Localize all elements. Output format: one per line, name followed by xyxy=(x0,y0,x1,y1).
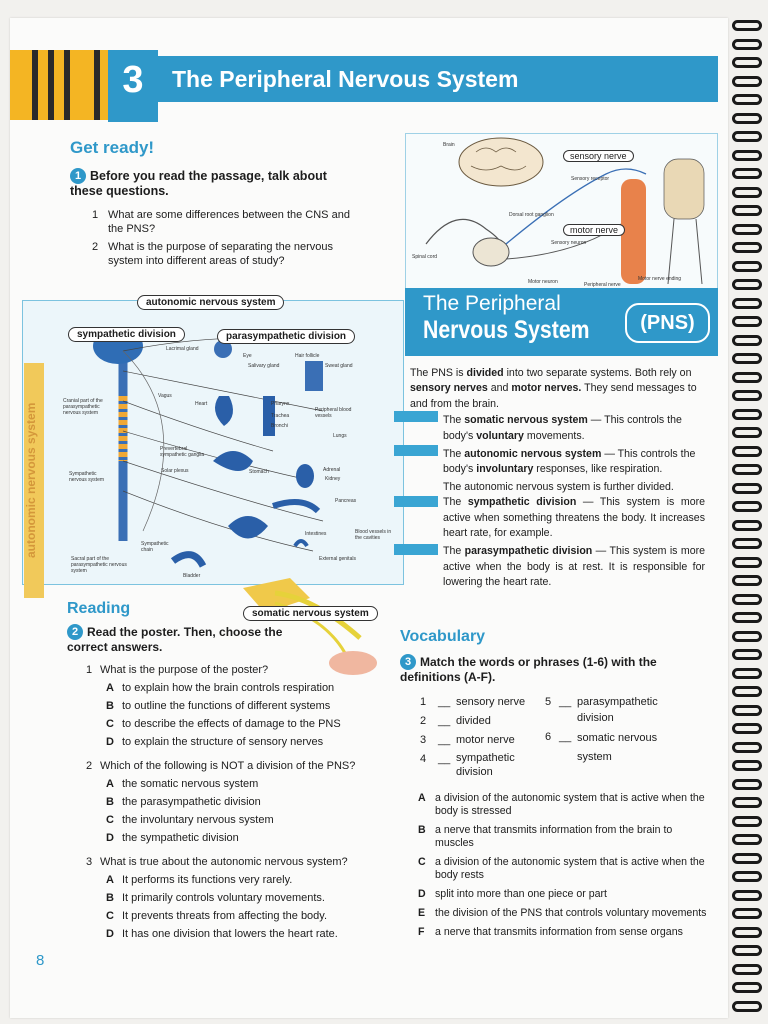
answer-option[interactable]: A It performs its functions very rarely. xyxy=(106,874,293,886)
spiral-coil xyxy=(732,242,762,253)
spiral-coil xyxy=(732,723,762,734)
spiral-coil xyxy=(732,372,762,383)
passage-paragraph: The autonomic nervous system — This controls the body's involuntary responses, like respiration. xyxy=(443,448,696,476)
question: 3 What is true about the autonomic nervous system? xyxy=(86,856,348,868)
vocab-item[interactable]: 1 __ sensory nerve xyxy=(420,696,526,708)
spiral-coil xyxy=(732,205,762,216)
spiral-coil xyxy=(732,668,762,679)
definition-item: D split into more than one piece or part xyxy=(418,888,607,900)
answer-option[interactable]: D to explain the structure of sensory nerves xyxy=(106,736,324,748)
passage-paragraph: The PNS is divided into two separate systems. Both rely on sensory nerves and motor nerves. They send messages to and from the brain. xyxy=(410,367,697,410)
spiral-coil xyxy=(732,446,762,457)
header-stripe xyxy=(94,50,100,120)
vocab-item[interactable]: 4 __ sympathetic division xyxy=(420,752,515,778)
spiral-coil xyxy=(732,1001,762,1012)
get-ready-instruction: 1 Before you read the passage, talk about these questions. xyxy=(70,169,327,198)
vocabulary-words xyxy=(420,694,710,779)
chapter-number: 3 xyxy=(108,50,158,122)
answer-option[interactable]: A the somatic nervous system xyxy=(106,778,259,790)
get-ready-heading: Get ready! xyxy=(70,138,155,157)
motor-nerve-label: motor nerve xyxy=(563,224,625,236)
spiral-coil xyxy=(732,797,762,808)
options xyxy=(86,871,386,943)
spiral-coil xyxy=(732,57,762,68)
step-badge: 2 xyxy=(67,624,83,640)
spiral-coil xyxy=(732,113,762,124)
header-stripe xyxy=(64,50,70,120)
answer-option[interactable]: D the sympathetic division xyxy=(106,832,239,844)
options xyxy=(86,775,386,847)
answer-option[interactable]: A to explain how the brain controls respiration xyxy=(106,682,335,694)
spiral-coil xyxy=(732,298,762,309)
spiral-coil xyxy=(732,631,762,642)
spiral-coil xyxy=(732,686,762,697)
vocab-item[interactable]: 2 __ divided xyxy=(420,715,491,727)
spiral-binding xyxy=(728,20,768,1020)
spiral-coil xyxy=(732,261,762,272)
side-label: autonomic nervous system xyxy=(24,363,44,598)
page-number: 8 xyxy=(36,952,45,969)
spiral-coil xyxy=(732,335,762,346)
spiral-coil xyxy=(732,168,762,179)
options xyxy=(86,679,386,751)
step-badge: 3 xyxy=(400,654,416,670)
spiral-coil xyxy=(732,705,762,716)
list-item: 2 What is the purpose of separating the nervous system into different areas of study? xyxy=(92,241,334,267)
spiral-coil xyxy=(732,964,762,975)
chapter-title: The Peripheral Nervous System xyxy=(158,56,718,102)
spiral-coil xyxy=(732,538,762,549)
header-stripe xyxy=(48,50,54,120)
autonomic-label: autonomic nervous system xyxy=(137,295,284,310)
spiral-coil xyxy=(732,76,762,87)
list-item: 1 What are some differences between the CNS and the PNS? xyxy=(92,209,350,235)
spiral-coil xyxy=(732,20,762,31)
get-ready-questions xyxy=(92,208,362,268)
pns-abbreviation: (PNS) xyxy=(625,303,710,343)
answer-option[interactable]: B It primarily controls voluntary movements. xyxy=(106,892,325,904)
step-badge: 1 xyxy=(70,168,86,184)
spiral-coil xyxy=(732,760,762,771)
spiral-coil xyxy=(732,150,762,161)
question: 2 Which of the following is NOT a division of the PNS? xyxy=(86,760,356,772)
spiral-coil xyxy=(732,649,762,660)
definition-item: B a nerve that transmits information from the brain to muscles xyxy=(418,824,673,849)
autonomic-diagram: Lacrimal gland Eye Hair follicle Salivary gland Sweat gland Cranial part of the parasympathetic nervous system Vagus Heart Pharynx Trachea Bronchi Peripheral blood vessels Lungs Sympathetic nervous system Prevertebral sympathetic ganglia Solar plexus Stomach Adrenal Kidney Pancreas Intestines Blood vessels in the cavities Sympathetic chain External genitals Sacral part of the parasympathetic nervous system Bladder xyxy=(22,300,404,585)
passage-paragraph: The somatic nervous system — This controls the body's voluntary movements. xyxy=(443,414,682,442)
vocabulary-instruction: 3 Match the words or phrases (1-6) with the definitions (A-F). xyxy=(400,655,657,684)
spiral-coil xyxy=(732,39,762,50)
spiral-coil xyxy=(732,316,762,327)
spiral-coil xyxy=(732,279,762,290)
sensory-nerve-label: sensory nerve xyxy=(563,150,634,162)
sensory-motor-diagram: Brain sensory nerve Sensory receptor Dorsal root ganglion motor nerve Sensory neuron Spinal cord Motor neuron Peripheral nerve Motor nerve ending xyxy=(405,133,718,291)
spiral-coil xyxy=(732,982,762,993)
spiral-coil xyxy=(732,353,762,364)
spiral-coil xyxy=(732,853,762,864)
passage-paragraph: The sympathetic division — This system is more active when something threatens the body. It increases heart rate, for example. xyxy=(443,496,706,540)
header-stripe xyxy=(32,50,38,120)
sympathetic-label: sympathetic division xyxy=(68,327,185,342)
spiral-coil xyxy=(732,409,762,420)
spiral-coil xyxy=(732,908,762,919)
spiral-coil xyxy=(732,594,762,605)
reading-heading: Reading xyxy=(67,600,131,617)
spiral-coil xyxy=(732,779,762,790)
reading-instruction: 2 Read the poster. Then, choose the correct answers. xyxy=(67,625,283,654)
spiral-coil xyxy=(732,187,762,198)
answer-option[interactable]: D It has one division that lowers the heart rate. xyxy=(106,928,338,940)
definition-item: F a nerve that transmits information from sense organs xyxy=(418,926,683,938)
spiral-coil xyxy=(732,612,762,623)
somatic-label: somatic nervous system xyxy=(243,606,378,621)
spiral-coil xyxy=(732,483,762,494)
passage-paragraph: The autonomic nervous system is further divided. xyxy=(443,480,674,493)
spiral-coil xyxy=(732,871,762,882)
definition-item: E the division of the PNS that controls voluntary movements xyxy=(418,907,707,919)
question: 1 What is the purpose of the poster? xyxy=(86,664,269,676)
spiral-coil xyxy=(732,890,762,901)
spiral-coil xyxy=(732,557,762,568)
passage-paragraph: The parasympathetic division — This system is more active when the body is at rest. It is responsible for lowering the heart rate. xyxy=(443,545,706,589)
textbook-page xyxy=(10,18,728,1018)
spiral-coil xyxy=(732,945,762,956)
spiral-coil xyxy=(732,224,762,235)
spiral-coil xyxy=(732,834,762,845)
spiral-coil xyxy=(732,742,762,753)
vocab-item[interactable]: 6 __ somatic nervous system xyxy=(545,731,658,763)
spiral-coil xyxy=(732,816,762,827)
spiral-coil xyxy=(732,131,762,142)
definition-item: C a division of the autonomic system that is active when the body rests xyxy=(418,856,705,881)
spiral-coil xyxy=(732,94,762,105)
pns-banner: The Peripheral Nervous System (PNS) xyxy=(405,288,718,356)
spiral-coil xyxy=(732,390,762,401)
spiral-coil xyxy=(732,575,762,586)
answer-option[interactable]: B the parasympathetic division xyxy=(106,796,261,808)
answer-option[interactable]: B to outline the functions of different systems xyxy=(106,700,331,712)
answer-option[interactable]: C It prevents threats from affecting the body. xyxy=(106,910,328,922)
spiral-coil xyxy=(732,520,762,531)
vocab-item[interactable]: 3 __ motor nerve xyxy=(420,734,515,746)
vocab-item[interactable]: 5 __ parasympathetic division xyxy=(545,696,658,724)
parasympathetic-label: parasympathetic division xyxy=(217,329,355,344)
spiral-coil xyxy=(732,464,762,475)
pns-passage xyxy=(410,366,705,591)
spiral-coil xyxy=(732,427,762,438)
vocabulary-heading: Vocabulary xyxy=(400,628,486,645)
answer-option[interactable]: C the involuntary nervous system xyxy=(106,814,274,826)
definition-item: A a division of the autonomic system that is active when the body is stressed xyxy=(418,792,705,817)
spiral-coil xyxy=(732,927,762,938)
spiral-coil xyxy=(732,501,762,512)
answer-option[interactable]: C to describe the effects of damage to the PNS xyxy=(106,718,341,730)
vocabulary-definitions xyxy=(418,792,708,939)
reading-questions xyxy=(86,663,386,943)
